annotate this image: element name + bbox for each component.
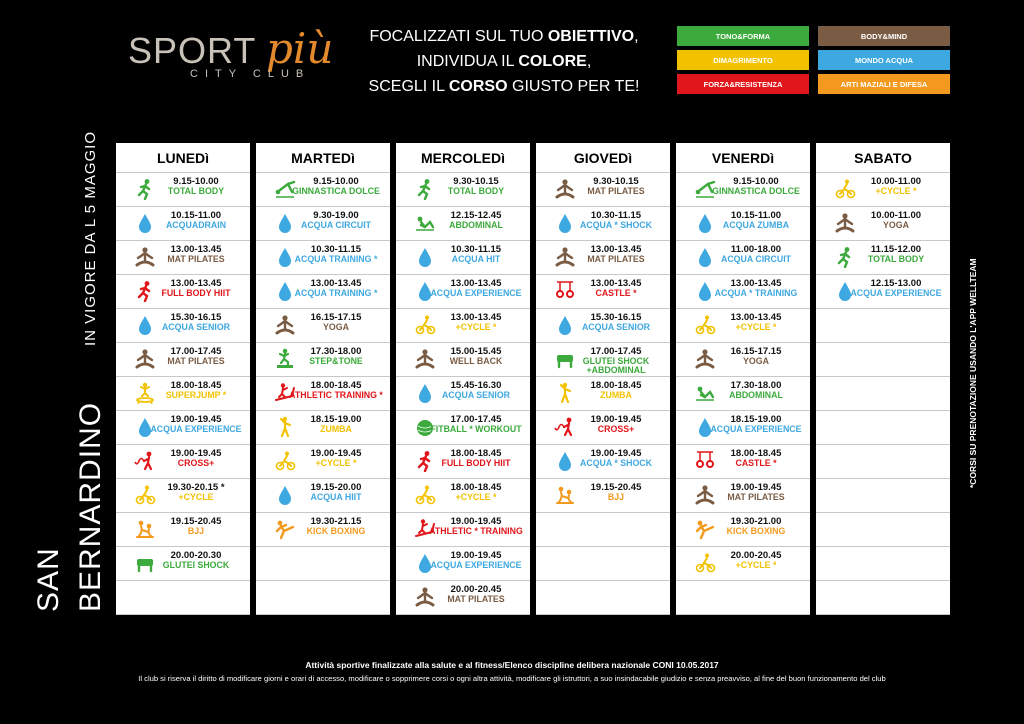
empty-slot [816, 343, 950, 377]
class-time: 17.00-17.45 [170, 346, 222, 357]
class-name: FITBALL * WORKOUT [430, 424, 522, 434]
class-name: FULL BODY HIIT [441, 458, 511, 468]
class-time: 13.00-13.45 [730, 278, 782, 289]
class-slot [536, 479, 670, 513]
class-time: 10.30-11.15 [590, 210, 642, 221]
class-slot [676, 309, 810, 343]
class-name: MAT PILATES [587, 254, 645, 264]
class-name: GINNASTICA DOLCE [712, 186, 800, 196]
legend-chip-forza-resistenza: FORZA&RESISTENZA [677, 74, 809, 94]
class-name: BJJ [607, 492, 625, 502]
class-slot [396, 445, 530, 479]
class-time: 13.00-13.45 [310, 278, 362, 289]
booking-note: *CORSI SU PRENOTAZIONE USANDO L'APP WELLTEAM [968, 258, 978, 488]
class-time: 12.15-13.00 [870, 278, 922, 289]
class-time: 19.00-19.45 [590, 448, 642, 459]
class-name: ACQUA * SHOCK [579, 458, 652, 468]
class-time: 10.15-11.00 [170, 210, 222, 221]
class-time: 19.00-19.45 [450, 550, 502, 561]
class-time: 20.00-20.45 [730, 550, 782, 561]
day-header: LUNEDì [116, 143, 250, 173]
tagline-text: INDIVIDUA IL [416, 53, 519, 70]
class-slot [396, 377, 530, 411]
class-slot [676, 513, 810, 547]
class-slot [536, 173, 670, 207]
class-name: GLUTEI SHOCK [162, 560, 230, 570]
class-slot [396, 173, 530, 207]
tagline-text: FOCALIZZATI SUL TUO [369, 28, 548, 45]
class-name: +CYCLE * [875, 186, 917, 196]
class-name: +CYCLE * [735, 560, 777, 570]
class-slot [116, 275, 250, 309]
class-name: ZUMBA [320, 424, 352, 434]
class-name: MAT PILATES [167, 356, 225, 366]
class-name: CASTLE * [595, 288, 637, 298]
class-slot [256, 343, 390, 377]
class-name: SUPERJUMP * [165, 390, 227, 400]
class-name: ACQUA * SHOCK [579, 220, 652, 230]
logo-piu: più [266, 24, 334, 73]
class-slot [116, 173, 250, 207]
tagline-bold: COLORE [518, 53, 587, 70]
class-name: GLUTEI SHOCK +ABDOMINAL [582, 356, 650, 375]
class-name: STEP&TONE [309, 356, 363, 366]
class-slot [256, 309, 390, 343]
class-time: 15.30-16.15 [590, 312, 642, 323]
class-name: YOGA [323, 322, 349, 332]
class-slot [676, 275, 810, 309]
class-time: 9.30-10.15 [453, 176, 499, 187]
class-time: 17.00-17.45 [450, 414, 502, 425]
class-slot [396, 581, 530, 615]
class-slot [536, 241, 670, 275]
class-time: 16.15-17.15 [730, 346, 782, 357]
class-slot [256, 207, 390, 241]
class-slot [536, 343, 670, 377]
class-name: ACQUA SENIOR [581, 322, 651, 332]
class-slot [116, 513, 250, 547]
class-name: MAT PILATES [447, 594, 505, 604]
legend-chip-tono-forma: TONO&FORMA [677, 26, 809, 46]
class-slot [676, 377, 810, 411]
class-name: ACQUA EXPERIENCE [430, 560, 522, 570]
class-name: ACQUADRAIN [165, 220, 227, 230]
class-slot [116, 309, 250, 343]
empty-slot [816, 513, 950, 547]
empty-slot [256, 547, 390, 581]
class-time: 13.00-13.45 [170, 278, 222, 289]
class-time: 12.15-12.45 [450, 210, 502, 221]
tagline-text: SCEGLI IL [368, 78, 449, 95]
class-time: 18.00-18.45 [450, 448, 502, 459]
class-time: 9.30-10.15 [593, 176, 639, 187]
class-time: 16.15-17.15 [310, 312, 362, 323]
empty-slot [816, 309, 950, 343]
class-name: TOTAL BODY [867, 254, 925, 264]
class-time: 10.30-11.15 [310, 244, 362, 255]
class-slot [256, 445, 390, 479]
class-name: ABDOMINAL [729, 390, 783, 400]
validity-date: IN VIGORE DA L 5 MAGGIO [82, 131, 99, 346]
class-name: BJJ [187, 526, 205, 536]
empty-slot [536, 513, 670, 547]
class-slot [116, 479, 250, 513]
class-name: CASTLE * [735, 458, 777, 468]
class-time: 19.15-20.45 [170, 516, 222, 527]
class-time: 15.45-16.30 [450, 380, 502, 391]
class-name: ACQUA HIIT [310, 492, 362, 502]
class-time: 19.00-19.45 [170, 448, 222, 459]
class-slot [396, 479, 530, 513]
class-slot [116, 241, 250, 275]
day-column-4 [536, 143, 670, 615]
class-name: MAT PILATES [727, 492, 785, 502]
class-slot [116, 343, 250, 377]
class-time: 15.00-15.45 [450, 346, 502, 357]
class-slot [256, 173, 390, 207]
day-header: MERCOLEDì [396, 143, 530, 173]
class-name: ACQUA SENIOR [441, 390, 511, 400]
class-time: 9.15-10.00 [313, 176, 359, 187]
legend-chip-arti-maziali-e-difesa: ARTI MAZIALI E DIFESA [818, 74, 950, 94]
class-time: 13.00-13.45 [450, 312, 502, 323]
class-slot [676, 241, 810, 275]
class-slot [396, 343, 530, 377]
class-slot [256, 411, 390, 445]
class-time: 19.30-20.15 * [167, 482, 225, 493]
class-name: ACQUA HIT [451, 254, 501, 264]
footer-coni-note: Attività sportive finalizzate alla salute e al fitness/Elenco discipline delibera nazionale CONI 10.05.2017 [305, 660, 719, 670]
class-slot [396, 411, 530, 445]
day-column-1 [116, 143, 250, 615]
day-column-6 [816, 143, 950, 615]
empty-slot [816, 581, 950, 615]
class-time: 17.00-17.45 [590, 346, 642, 357]
class-time: 19.00-19.45 [310, 448, 362, 459]
class-slot [396, 241, 530, 275]
class-name: KICK BOXING [306, 526, 366, 536]
tagline-text: GIUSTO PER TE! [507, 78, 640, 95]
legend-chip-dimagrimento: DIMAGRIMENTO [677, 50, 809, 70]
location-line-2: BERNARDINO [74, 401, 107, 612]
location-line-1: SAN [32, 547, 65, 612]
class-name: TOTAL BODY [447, 186, 505, 196]
class-slot [676, 343, 810, 377]
class-name: +CYCLE * [455, 322, 497, 332]
empty-slot [816, 377, 950, 411]
class-name: ACQUA CIRCUIT [720, 254, 792, 264]
empty-slot [816, 411, 950, 445]
class-name: ABDOMINAL [449, 220, 503, 230]
class-time: 18.15-19.00 [730, 414, 782, 425]
class-name: TOTAL BODY [167, 186, 225, 196]
class-name: ACQUA EXPERIENCE [150, 424, 242, 434]
class-slot [116, 547, 250, 581]
class-time: 9.30-19.00 [313, 210, 359, 221]
class-time: 18.00-18.45 [310, 380, 362, 391]
class-slot [816, 275, 950, 309]
class-name: YOGA [883, 220, 909, 230]
empty-slot [536, 547, 670, 581]
day-column-5 [676, 143, 810, 615]
class-slot [116, 445, 250, 479]
class-time: 10.30-11.15 [450, 244, 502, 255]
class-name: ACQUA EXPERIENCE [710, 424, 802, 434]
class-time: 17.30-18.00 [730, 380, 782, 391]
class-name: FULL BODY HIIT [161, 288, 231, 298]
class-slot [256, 241, 390, 275]
empty-slot [816, 547, 950, 581]
legend-chip-body-mind: BODY&MIND [818, 26, 950, 46]
class-slot [816, 241, 950, 275]
class-name: CROSS+ [597, 424, 635, 434]
day-column-3 [396, 143, 530, 615]
class-time: 18.00-18.45 [450, 482, 502, 493]
class-slot [116, 411, 250, 445]
logo-sport: SPORT [128, 30, 257, 71]
class-name: +CYCLE * [455, 492, 497, 502]
class-time: 18.00-18.45 [730, 448, 782, 459]
class-time: 10.15-11.00 [730, 210, 782, 221]
tagline-bold: CORSO [448, 78, 508, 95]
class-slot [536, 275, 670, 309]
class-name: ACQUA TRAINING * [294, 288, 378, 298]
class-time: 19.00-19.45 [450, 516, 502, 527]
class-name: ACQUA EXPERIENCE [850, 288, 942, 298]
empty-slot [256, 581, 390, 615]
class-time: 19.30-21.00 [730, 516, 782, 527]
class-slot [256, 513, 390, 547]
day-header: GIOVEDì [536, 143, 670, 173]
class-name: GINNASTICA DOLCE [292, 186, 380, 196]
class-name: +CYCLE * [735, 322, 777, 332]
class-time: 19.30-21.15 [310, 516, 362, 527]
sportpiu-logo [128, 24, 348, 92]
class-time: 11.15-12.00 [870, 244, 922, 255]
class-time: 20.00-20.45 [450, 584, 502, 595]
class-time: 17.30-18.00 [310, 346, 362, 357]
class-name: ATHLETIC TRAINING * [289, 390, 383, 400]
legend-chip-mondo-acqua: MONDO ACQUA [818, 50, 950, 70]
class-slot [536, 309, 670, 343]
color-legend [677, 26, 951, 94]
class-slot [256, 479, 390, 513]
class-name: ACQUA ZUMBA [722, 220, 790, 230]
class-slot [816, 173, 950, 207]
day-header: MARTEDì [256, 143, 390, 173]
day-header: VENERDì [676, 143, 810, 173]
class-name: YOGA [743, 356, 769, 366]
day-column-2 [256, 143, 390, 615]
class-time: 19.00-19.45 [170, 414, 222, 425]
class-name: ACQUA CIRCUIT [300, 220, 372, 230]
class-name: ZUMBA [600, 390, 632, 400]
empty-slot [116, 581, 250, 615]
class-slot [536, 377, 670, 411]
class-time: 13.00-13.45 [590, 278, 642, 289]
logo-city-club: CITY CLUB [190, 68, 311, 80]
class-time: 19.00-19.45 [590, 414, 642, 425]
class-slot [116, 377, 250, 411]
class-slot [396, 513, 530, 547]
footer-disclaimer: Il club si riserva il diritto di modificare giorni e orari di accesso, modificare o sopprimere corsi o ogni altra attività, modificare gli istruttori, a suo insindacabile giudizio e senza preavviso, al fine del buon funzionamento del club [138, 674, 886, 683]
class-time: 20.00-20.30 [170, 550, 222, 561]
class-slot [676, 173, 810, 207]
class-slot [676, 479, 810, 513]
class-time: 13.00-13.45 [590, 244, 642, 255]
location-name [28, 402, 112, 612]
empty-slot [536, 581, 670, 615]
class-name: ACQUA SENIOR [161, 322, 231, 332]
class-time: 10.00-11.00 [870, 210, 922, 221]
class-time: 13.00-13.45 [450, 278, 502, 289]
class-time: 18.00-18.45 [590, 380, 642, 391]
class-slot [256, 275, 390, 309]
class-slot [256, 377, 390, 411]
class-name: ACQUA TRAINING * [294, 254, 378, 264]
class-name: +CYCLE [178, 492, 214, 502]
class-slot [396, 207, 530, 241]
class-time: 18.15-19.00 [310, 414, 362, 425]
class-name: WELL BACK [449, 356, 503, 366]
class-time: 19.15-20.45 [590, 482, 642, 493]
class-time: 11.00-18.00 [730, 244, 782, 255]
class-slot [536, 207, 670, 241]
class-slot [676, 207, 810, 241]
class-name: +CYCLE * [315, 458, 357, 468]
class-name: KICK BOXING [726, 526, 786, 536]
class-slot [676, 547, 810, 581]
class-slot [536, 445, 670, 479]
class-time: 10.00-11.00 [870, 176, 922, 187]
class-name: ACQUA * TRAINING [714, 288, 798, 298]
class-slot [536, 411, 670, 445]
class-slot [396, 309, 530, 343]
class-time: 13.00-13.45 [170, 244, 222, 255]
class-time: 18.00-18.45 [170, 380, 222, 391]
day-header: SABATO [816, 143, 950, 173]
class-name: MAT PILATES [587, 186, 645, 196]
class-slot [676, 445, 810, 479]
empty-slot [816, 445, 950, 479]
class-time: 15.30-16.15 [170, 312, 222, 323]
class-name: ACQUA EXPERIENCE [430, 288, 522, 298]
empty-slot [816, 479, 950, 513]
class-slot [816, 207, 950, 241]
tagline-bold: OBIETTIVO [547, 28, 635, 45]
tagline: FOCALIZZATI SUL TUO OBIETTIVO, INDIVIDUA IL COLORE, SCEGLI IL CORSO GIUSTO PER TE! [368, 28, 640, 95]
class-time: 13.00-13.45 [730, 312, 782, 323]
class-name: CROSS+ [177, 458, 215, 468]
class-time: 19.15-20.00 [310, 482, 362, 493]
class-slot [676, 411, 810, 445]
class-name: MAT PILATES [167, 254, 225, 264]
class-slot [396, 275, 530, 309]
class-name: ATHLETIC * TRAINING [429, 526, 523, 536]
class-slot [396, 547, 530, 581]
class-slot [116, 207, 250, 241]
class-time: 9.15-10.00 [733, 176, 779, 187]
class-time: 19.00-19.45 [730, 482, 782, 493]
class-time: 9.15-10.00 [173, 176, 219, 187]
empty-slot [676, 581, 810, 615]
